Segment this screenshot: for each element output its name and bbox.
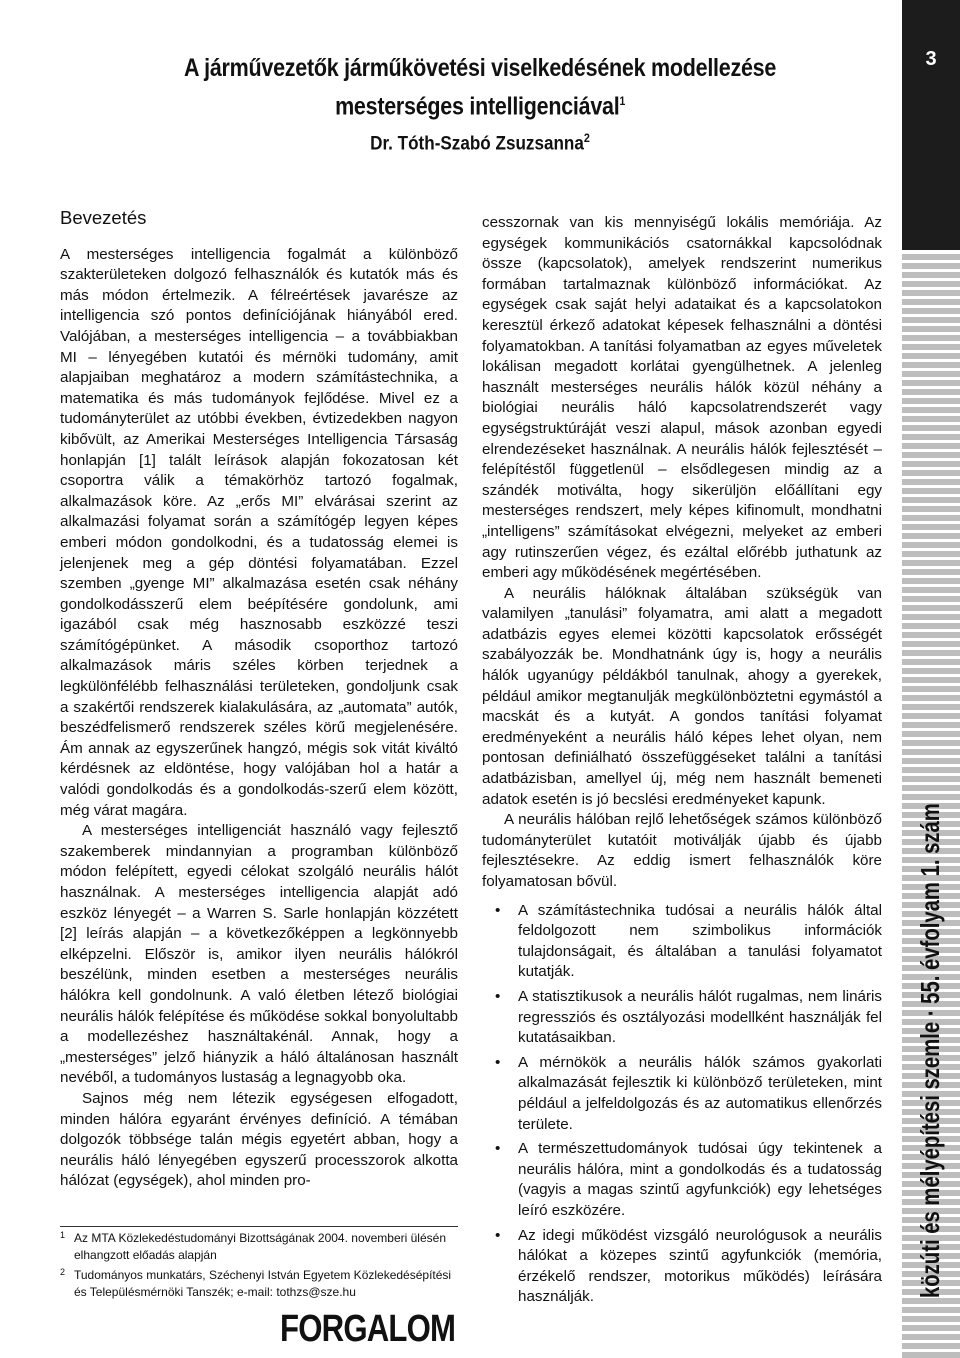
paragraph: A mesterséges intelligenciát használó vagy fejlesztő szakemberek mindannyian a programban különböző módon felépített, egyedi célokat szolgáló neurális hálót használnak. A mesterséges intelligencia alapját adó eszköz lényegét – a Warren S. Sarle honlapján közzétett [2] leírás alapján – a következőképpen a legkönnyebb elképzelni. Először is, amikor ilyen neurális hálókról beszélünk, minden esetben a mesterséges neurális hálókra kell gondolnunk. A való életben létező biológiai neurális hálók felépítése és működése sokkal bonyolultabb a modellezéshez használtakénál. Annak, hogy a „mesterséges” jelző hiányzik a háló általánosan használt nevéből, a tudományos lustaság a legnagyobb oka. [60,822,458,1087]
sidebar-header-block [902,0,960,250]
left-column [60,208,458,1192]
bullet-icon: • [495,1226,501,1244]
bullet-icon: • [495,987,501,1005]
bullet-list [482,901,882,1308]
article-title [119,52,841,123]
list-item-text: A mérnökök a neurális hálók számos gyakorlati alkalmazását fejlesztik ki különböző területeken, mint például a jelfeldolgozás és az automatikus ellenőrzés területe. [518,1053,882,1133]
section-heading: Bevezetés [60,207,147,228]
bullet-icon: • [495,1140,501,1158]
footnote [60,1230,458,1264]
list-item-text: A statisztikusok a neurális hálót rugalmas, nem lináris regressziós és osztályozási modellként használják fel kutatásaikban. [518,987,882,1047]
footnote-number: 1 [60,1230,66,1240]
right-column [482,213,882,1312]
footnote-text: Az MTA Közlekedéstudományi Bizottságának 2004. novemberi ülésén elhangzott előadás alapján [74,1231,446,1262]
list-item [482,901,882,983]
paragraph: A mesterséges intelligencia fogalmát a különböző szakterületeken dolgozó felhasználók és kutatók más és más módon értelmezik. A félreértések javarésze az intelligencia szó pontos definíciójának hiányából ered. Valójában, a mesterséges intelligencia – a továbbiakban MI – lényegében kutatói és mérnöki tudomány, amit alapjaiban meghatároz a modern számítástechnika, a matematika és más tudományok fejlődése. Mivel ez a tudományterület az utóbbi években, évtizedekben nagyon kibővült, az Amerikai Mesterséges Intelligencia Társaság honlapján [1] talált leírások alapján fokozatosan két csoportra válik a témakörhöz tartozó fogalmak, alkalmazások köre. Az „erős MI” elvárásai szerint az alkalmazási folyamat során a számítógép legyen képes emberi módon gondolkodni, és a tudatosság elemei is jelenjenek meg a gép döntési folyamatában. Ezzel szemben „gyenge MI” alkalmazása esetén csak néhány gondolkodásszerű elem beépítésére gondolunk, ami igazából csak még hasznosabb eszközzé teszi számítógépünket. A második csoporthoz tartozó alkalmazások máris széles körben terjednek a legkülönfélébb felhasználási területeken, gondoljunk csak a szakértői rendszerek kialakulására, az „automata” autók, beszédfelismerő rendszerek széles körű megjelenésére. Ám annak az egyszerűnek hangzó, mégis sok vitát kiváltó kérdésnek az eldöntése, hogy valójában hol a határ a valódi gondolkodás és a gondolkodás-szerű elem között, még várat magára. [60,245,458,819]
list-item-text: Az idegi működést vizsgáló neurológusok a neurális hálókat a közepes szintű agyfunkciók (memória, érzékelő rendszer, motorikus működés) leírására használják. [518,1226,882,1306]
page-number: 3 [925,48,937,70]
list-item [482,1139,882,1221]
list-item-text: A természettudományok tudósai úgy tekintenek a neurális hálóra, mint a gondolkodás és a tudatosság (vagyis a magas szintű agyfunkciók) egy lehetséges leíró eszközére. [518,1140,882,1219]
paragraph: A neurális hálóknak általában szükségük van valamilyen „tanulási” folyamatra, ami alatt a megadott adatbázis egyes elemei közötti kapcsolatok erősségét szabályozzák be. Mondhatnánk úgy is, hogy a neurális hálók ugyanúgy példákból tanulnak, ahogy a gyerekek, például amikor megtanulják megkülönböztetni egymástól a macskát és a kutyát. A gondos tanítási folyamat eredményeként a neurális háló képes lehet olyan, nem pontosan definiálható összefüggéseket találni a tanítási adatbázisban, amellyel új, még nem használt bemeneti adatok esetén is jó becslési eredményeket kapunk. [482,584,882,808]
footnote-text: Tudományos munkatárs, Széchenyi István Egyetem Közlekedésépítési és Településmérnöki Tanszék; e-mail: tothzs@sze.hu [74,1268,452,1299]
list-item [482,987,882,1049]
paragraph: Sajnos még nem létezik egységesen elfogadott, minden hálóra egyaránt érvényes definíció. A témában dolgozók többsége talán mégis egyetért abban, hogy a neurális háló lényegében egyszerű processzorok alkotta hálózat (egységek), ahol minden pro- [60,1089,458,1190]
article-title-text: A járművezetők járműkövetési viselkedésének modellezése mesterséges intelligenciával [183,54,777,121]
bullet-icon: • [495,1053,501,1071]
article-header [60,52,900,156]
list-item [482,1226,882,1308]
title-footnote-marker: 1 [619,94,625,108]
footnotes [60,1226,458,1304]
paragraph: cesszornak van kis mennyiségű lokális memóriája. Az egységek kommunikációs csatornákkal kapcsolódnak össze (kapcsolatok), amelyek rendszerint numerikus formában tartalmaznak különböző információkat. Az egységek csak saját helyi adataikat és a kapcsolatokon keresztül érkező adatokat képesek felhasználni a döntési folyamatokban. A tanítási folyamatban az egyes műveletek lokálisan megadott korlátai gyengülhetnek. A jelenleg használt mesterséges neurális hálók közül néhány a biológiai neurális háló kapcsolatrendszerét vagy egységstruktúráját veszi alapul, mások azonban egyedi elrendezéseket használnak. A neurális hálók fejlesztését – felépítéstől függetlenül – elsődlegesen mindig az a szándék motiválta, hogy sikerüljön előállítani egy mesterséges rendszert, mely képes kifinomult, mondhatni „intelligens” számításokat elvégezni, melyeket az emberi agy rutinszerűen végez, és ezáltal előrébb juthatunk az emberi agy működésének megértésében. [482,214,882,582]
author-name: Dr. Tóth-Szabó Zsuzsanna [370,133,584,155]
author-footnote-marker: 2 [583,131,590,146]
footnote-number: 2 [60,1267,66,1277]
journal-title: közúti és mélyépítési szemle · 55. évfolyam 1. szám [915,803,945,1298]
section-brand-logo: FORGALOM [280,1308,456,1350]
author [102,131,858,155]
footnote [60,1267,458,1301]
bullet-icon: • [495,901,501,919]
paragraph: A neurális hálóban rejlő lehetőségek számos különböző tudományterület kutatóit motiválják újabb és újabb fejlesztésekre. Az eddig ismert felhasználók köre folyamatosan bővül. [482,811,882,890]
list-item [482,1053,882,1135]
list-item-text: A számítástechnika tudósai a neurális hálók által feldolgozott nem szimbolikus információk tulajdonságait, és általában a tanulási folyamatot kutatják. [518,901,882,981]
